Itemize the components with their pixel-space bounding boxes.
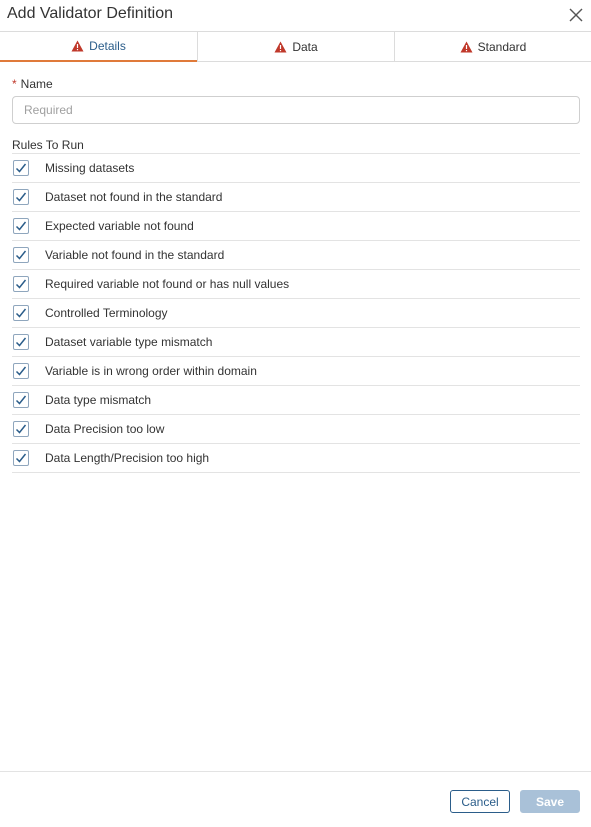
- close-button[interactable]: [567, 6, 585, 24]
- rule-item: [12, 386, 580, 415]
- dialog-title: Add Validator Definition: [7, 5, 174, 22]
- rule-checkbox[interactable]: [13, 334, 29, 350]
- rule-label: Expected variable not found: [45, 219, 194, 233]
- rule-checkbox[interactable]: [13, 305, 29, 321]
- name-label: [12, 77, 53, 91]
- tab-standard[interactable]: [394, 32, 591, 62]
- dialog-header: [0, 0, 591, 30]
- rule-label: Dataset not found in the standard: [45, 190, 223, 204]
- rule-item: [12, 270, 580, 299]
- tab-details[interactable]: [0, 32, 197, 62]
- rule-item: [12, 357, 580, 386]
- checkmark-icon: [15, 394, 27, 406]
- rule-item: [12, 415, 580, 444]
- checkmark-icon: [15, 307, 27, 319]
- rule-item: [12, 444, 580, 473]
- rule-label: Variable is in wrong order within domain: [45, 364, 257, 378]
- rule-item: [12, 241, 580, 270]
- rule-item: [12, 183, 580, 212]
- tab-details-label: Details: [89, 39, 126, 53]
- rule-label: Required variable not found or has null values: [45, 277, 290, 291]
- rule-checkbox[interactable]: [13, 450, 29, 466]
- rule-label: Data Precision too low: [45, 422, 165, 436]
- rule-checkbox[interactable]: [13, 276, 29, 292]
- warning-icon: [71, 40, 84, 52]
- checkmark-icon: [15, 365, 27, 377]
- rule-label: Data Length/Precision too high: [45, 451, 210, 465]
- rule-checkbox[interactable]: [13, 247, 29, 263]
- rule-item: [12, 328, 580, 357]
- checkmark-icon: [15, 162, 27, 174]
- tab-data-label: Data: [292, 40, 318, 54]
- rule-checkbox[interactable]: [13, 218, 29, 234]
- name-label-text: Name: [20, 77, 53, 91]
- rule-label: Missing datasets: [45, 161, 135, 175]
- save-button[interactable]: Save: [520, 790, 580, 813]
- rule-item: [12, 299, 580, 328]
- rule-checkbox[interactable]: [13, 189, 29, 205]
- cancel-button[interactable]: Cancel: [450, 790, 510, 813]
- required-marker: *: [12, 77, 17, 91]
- rule-checkbox[interactable]: [13, 392, 29, 408]
- checkmark-icon: [15, 452, 27, 464]
- rule-item: [12, 154, 580, 183]
- rule-label: Dataset variable type mismatch: [45, 335, 213, 349]
- close-icon: [567, 6, 585, 24]
- rule-checkbox[interactable]: [13, 160, 29, 176]
- checkmark-icon: [15, 220, 27, 232]
- warning-icon: [274, 41, 287, 53]
- rules-list: [12, 153, 580, 473]
- tab-bar: [0, 31, 591, 62]
- tab-standard-label: Standard: [477, 40, 527, 54]
- checkmark-icon: [15, 191, 27, 203]
- dialog-footer: [0, 771, 591, 827]
- checkmark-icon: [15, 423, 27, 435]
- rules-to-run-label: Rules To Run: [12, 138, 84, 152]
- rule-label: Controlled Terminology: [45, 306, 168, 320]
- name-input[interactable]: [12, 96, 580, 124]
- checkmark-icon: [15, 336, 27, 348]
- tab-data[interactable]: [197, 32, 394, 62]
- checkmark-icon: [15, 278, 27, 290]
- checkmark-icon: [15, 249, 27, 261]
- rule-checkbox[interactable]: [13, 421, 29, 437]
- rule-item: [12, 212, 580, 241]
- warning-icon: [460, 41, 473, 53]
- rule-label: Variable not found in the standard: [45, 248, 225, 262]
- rule-label: Data type mismatch: [45, 393, 152, 407]
- rule-checkbox[interactable]: [13, 363, 29, 379]
